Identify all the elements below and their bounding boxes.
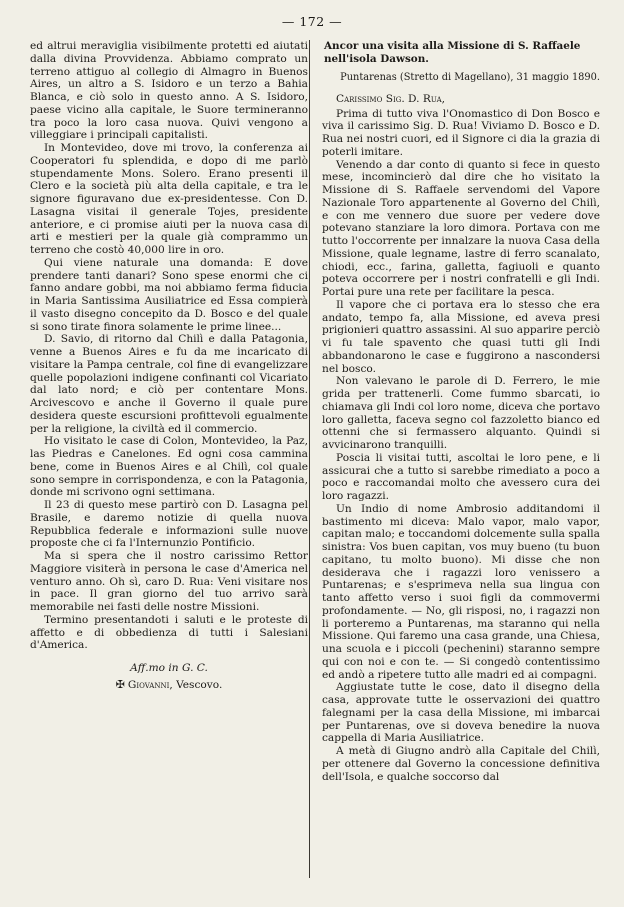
paragraph: Poscia li visitai tutti, ascoltai le loro pene, e li assicurai che a tutto si sarebbe rimediato a poco a poco e raccomandai molto che avessero cura dei loro ragazzi. [322,451,600,502]
signature [30,662,308,692]
signature-closing: Aff.mo in G. C. [130,662,208,674]
paragraph: Ma si spera che il nostro carissimo Rettor Maggiore visiterà in persona le case d'America nel venturo anno. Oh sì, caro D. Rua: Veni visitare nos in pace. Il gran giorno del tuo arrivo sarà memorabile nei fasti delle nostre Missioni. [30,550,308,613]
paragraph: In Montevideo, dove mi trovo, la conferenza ai Cooperatori fu splendida, e dopo di me parlò stupendamente Mons. Solero. Erano presenti il Clero e la società più alta della capitale, e tra le signore figuravano due ex-presidentesse. Con D. Lasagna visitai il generale Tojes, presidente anteriore, e ci promise aiuti per la nuova casa di arti e mestieri per la quale già comprammo un terreno che costò 40,000 lire in oro. [30,142,308,256]
paragraph: Qui viene naturale una domanda: E dove prendere tanti danari? Sono spese enormi che ci fanno andare gobbi, ma noi abbiamo ferma fiducia in Maria Santissima Ausiliatrice ed Essa compierà il vasto disegno concepito da D. Bosco e del quale si sono tirate finora solamente le prime linee... [30,256,308,333]
column-divider [309,40,310,878]
right-column [322,40,600,783]
paragraph: Non valevano le parole di D. Ferrero, le mie grida per trattenerli. Come fummo sbarcati, io chiamava gli Indi col loro nome, diceva che portavo loro galletta, faceva segno col fazzoletto bianco ed ottenni che si fermassero alquanto. Quindi si avvicinarono tranquilli. [322,375,600,451]
paragraph: Venendo a dar conto di quanto si fece in questo mese, incomincierò dal dire che ho visitato la Missione di S. Raffaele servendomi del Vapore Nazionale Toro appartenente al Governo del Chilì, e con me vennero due suore per vedere dove potevano stanziare la loro dimora. Portava con me tutto l'occorrente per innalzare la nuova Casa della Missione, quale legname, lastre di ferro scanalato, chiodi, ecc., farina, galletta, fagiuoli e quanto poteva occorrere per i nostri confratelli e gli Indi. Portai pure una rete per facilitare la pesca. [322,158,600,298]
article-title: Ancor una visita alla Missione di S. Raffaele nell'isola Dawson. [324,40,581,65]
paragraph: A metà di Giugno andrò alla Capitale del Chilì, per ottenere dal Governo la concessione definitiva dell'Isola, e qualche soccorso dal [322,745,600,783]
paragraph: Termino presentandoti i saluti e le proteste di affetto e di obbedienza di tutti i Salesiani d'America. [30,613,308,652]
signature-title: , Vescovo. [169,678,223,691]
cross-icon: ✠ [115,677,125,691]
paragraph: D. Savio, di ritorno dal Chilì e dalla Patagonia, venne a Buenos Aires e fu da me incaricato di visitare la Pampa centrale, col fine di evangelizzare quelle popolazioni indigene confinanti col Vicariato dal lato nord; e ciò per contentare Mons. Arcivescovo e anche il Governo il quale pure desidera queste escursioni profittevoli egualmente per la religione, la civiltà ed il commercio. [30,333,308,435]
paragraph: Ho visitato le case di Colon, Montevideo, la Paz, las Piedras e Canelones. Ed ogni cosa cammina bene, come in Buenos Aires e al Chilì, col quale sono sempre in corrispondenza, e con la Patagonia, donde mi scrivono ogni settimana. [30,435,308,499]
signature-name [30,679,308,692]
paragraph: ed altrui meraviglia visibilmente protetti ed aiutati dalla divina Provvidenza. Abbiamo comprato un terreno attiguo al collegio di Almagro in Buenos Aires, un altro a S. Isidoro e un terzo a Bahia Blanca, e ciò solo in questo anno. A S. Isidoro, paese vicino alla capitale, le Suore termineranno tra poco la loro casa nuova. Quivi vengono a villeggiare i principali capitalisti. [30,40,308,142]
paragraph: Il 23 di questo mese partirò con D. Lasagna pel Brasile, e daremo notizie di quella nuova Repubblica federale e informazioni sulle nuove proposte che ci fa l'Internunzio Pontificio. [30,499,308,550]
letter-salutation: Carissimo Sig. D. Rua, [336,92,445,105]
signature-author: Giovanni [127,678,170,691]
paragraph: Un Indio di nome Ambrosio additandomi il bastimento mi diceva: Malo vapor, malo vapor, capitan malo; e toccandomi dolcemente sulla spalla sinistra: Vos buen capitan, vos muy bueno (tu buon capitano, tu molto buono). Mi disse che non desiderava che i ragazzi loro venissero a Puntarenas; e s'esprimeva nella sua lingua con tanto affetto verso i suoi figli da commovermi profondamente. — No, gli risposi, no, i ragazzi non li porteremo a Puntarenas, ma staranno qui nella Missione. Qui faremo una casa grande, una Chiesa, una scuola e i piccoli (pechenini) staranno sempre qui con noi e con te. — Si congedò contentissimo ed andò a ripetere tutto alle madri ed ai compagni. [322,502,600,681]
paragraph: Il vapore che ci portava era lo stesso che era andato, tempo fa, alla Missione, ed aveva presi prigionieri quattro assassini. Al suo apparire perciò vi fu tale spavento che quasi tutti gli Indi abbandonarono le case e fuggirono a nascondersi nel bosco. [322,298,600,375]
article-dateline: Puntarenas (Stretto di Magellano), 31 maggio 1890. [340,72,600,83]
paragraph: Aggiustate tutte le cose, dato il disegno della casa, approvate tutte le osservazioni dei quattro falegnami per la casa della Missione, mi imbarcai per Puntarenas, ove si doveva benedire la nuova cappella di Maria Ausiliatrice. [322,681,600,745]
left-column [30,40,308,692]
paragraph: Prima di tutto viva l'Onomastico di Don Bosco e viva il carissimo Sig. D. Rua! Viviamo D. Bosco e D. Rua nei nostri cuori, ed il Signore ci dia la grazia di poterli imitare. [322,107,600,158]
page-number: — 172 — [281,14,343,29]
